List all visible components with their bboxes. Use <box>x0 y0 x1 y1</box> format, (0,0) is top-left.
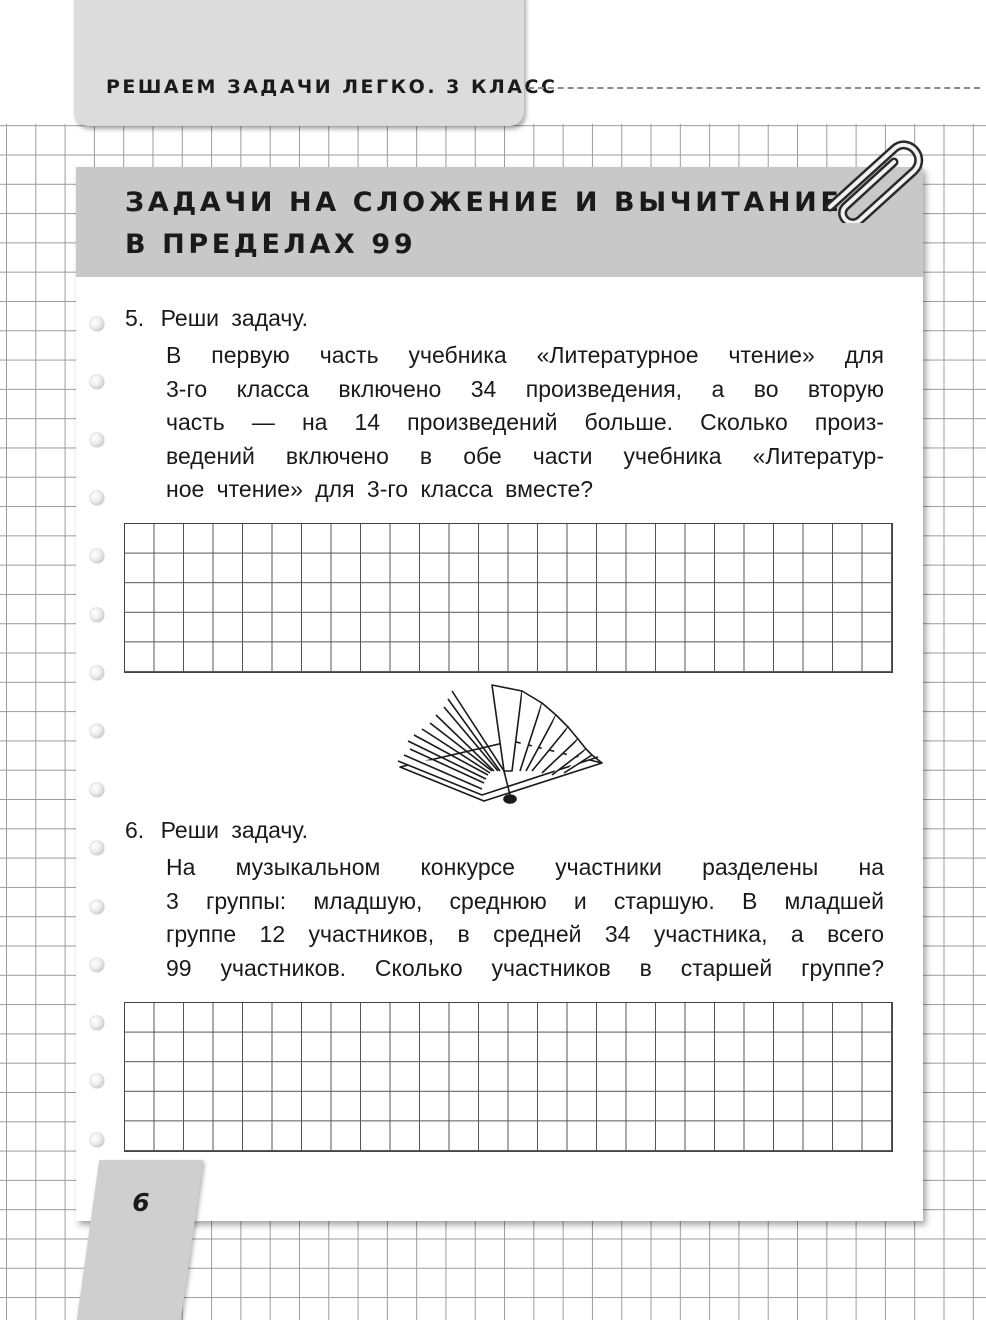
binder-hole <box>90 1016 104 1030</box>
running-header: РЕШАЕМ ЗАДАЧИ ЛЕГКО. 3 КЛАСС <box>106 76 558 98</box>
task-text-line: На музыкальном конкурсе участники разделены на <box>166 854 884 880</box>
task-text-line: 3-го класса включено 34 произведения, а во вторую <box>166 375 884 402</box>
task-heading <box>125 305 308 332</box>
binder-hole <box>90 549 104 563</box>
task-instruction: Реши задачу. <box>160 305 309 331</box>
binder-hole <box>90 900 104 914</box>
section-title-line-1: ЗАДАЧИ НА СЛОЖЕНИЕ И ВЫЧИТАНИЕ <box>125 187 843 218</box>
page-number: 6 <box>132 1188 150 1217</box>
task-instruction: Реши задачу. <box>160 817 309 843</box>
page-card <box>76 167 923 1221</box>
section-title-line-2: В ПРЕДЕЛАХ 99 <box>125 229 417 260</box>
page-number-tab <box>77 1160 203 1320</box>
task-text-line: ное чтение» для 3-го класса вместе? <box>166 476 594 503</box>
open-book-icon <box>392 683 608 811</box>
task-number: 5. <box>125 305 145 331</box>
task-text-line: ведений включено в обе части учебника «Литератур- <box>166 442 884 469</box>
answer-grid[interactable] <box>124 1002 893 1152</box>
binder-hole <box>90 491 104 505</box>
binder-hole <box>90 1074 104 1088</box>
task-heading <box>125 817 308 844</box>
binder-hole <box>90 666 104 680</box>
answer-grid[interactable] <box>124 523 893 673</box>
binder-hole <box>90 841 104 855</box>
header-tab <box>74 0 524 126</box>
binder-hole <box>90 783 104 797</box>
binder-hole <box>90 724 104 738</box>
task-text-line: часть — на 14 произведений больше. Сколько произ- <box>166 409 884 436</box>
task-text <box>166 851 884 985</box>
task-text-line: В первую часть учебника «Литературное чтение» для <box>166 342 884 368</box>
task-number: 6. <box>125 817 145 843</box>
binder-hole <box>90 1133 104 1147</box>
binder-hole <box>90 375 104 389</box>
task-text-line: группе 12 участников, в средней 34 участника, а всего <box>166 921 884 948</box>
task-text <box>166 339 884 507</box>
binder-hole <box>90 958 104 972</box>
section-title-band <box>76 167 923 277</box>
binder-hole <box>90 433 104 447</box>
header-dashed-divider <box>528 87 980 89</box>
binder-hole <box>90 317 104 331</box>
task-text-line: 99 участников. Сколько участников в старшей группе? <box>166 954 884 981</box>
paperclip-icon <box>812 123 932 223</box>
task-text-line: 3 группы: младшую, среднюю и старшую. В младшей <box>166 887 884 914</box>
binder-hole <box>90 608 104 622</box>
